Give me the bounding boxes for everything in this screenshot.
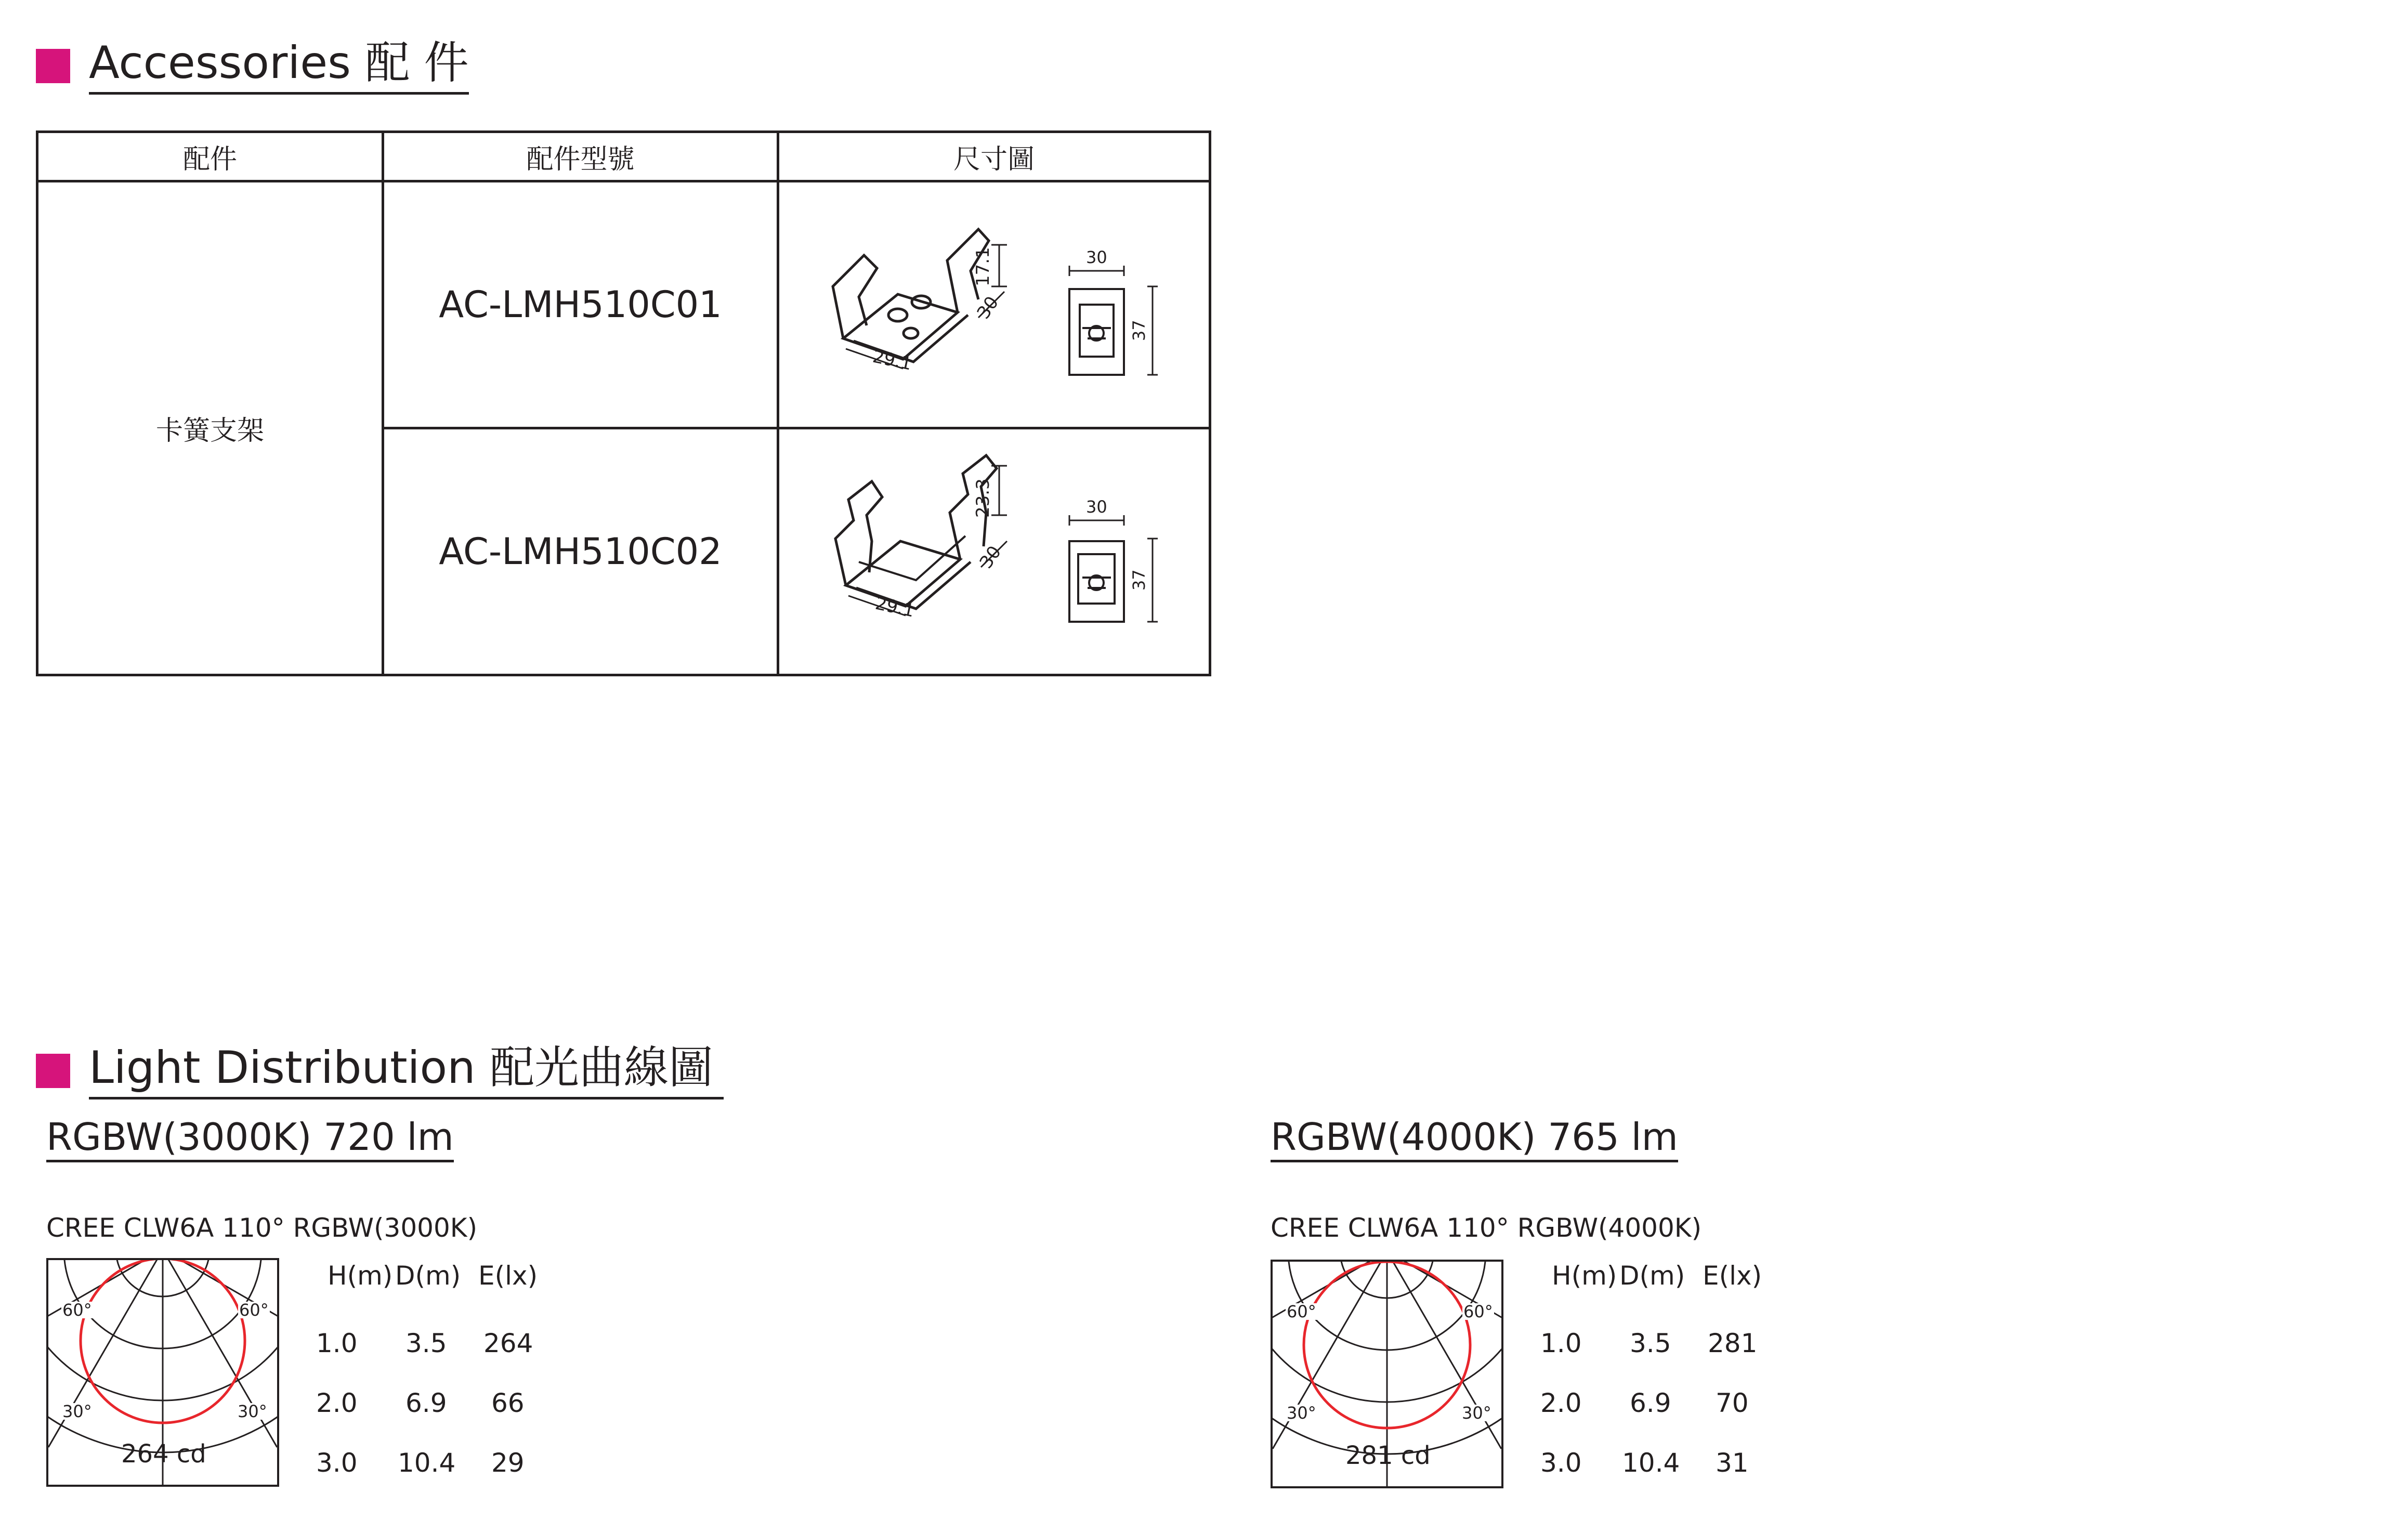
cell-h-1: 1.0 bbox=[316, 1328, 358, 1358]
angle-30-left: 30° bbox=[1287, 1403, 1316, 1423]
polar-chart-4000k bbox=[1271, 1260, 1503, 1488]
accessories-header-row bbox=[37, 132, 1210, 181]
dim-c01-length: 29.1 bbox=[871, 346, 914, 375]
angle-30-right: 30° bbox=[238, 1402, 267, 1421]
angle-60-left: 60° bbox=[62, 1300, 92, 1320]
bracket-c02-drawing bbox=[781, 429, 1207, 674]
cell-e-2: 70 bbox=[1716, 1388, 1749, 1418]
section-marker-icon bbox=[36, 49, 70, 83]
angle-60-right: 60° bbox=[1463, 1302, 1493, 1321]
col-header-e: E(lx) bbox=[478, 1261, 538, 1291]
bracket-c02-front-icon bbox=[1069, 515, 1158, 622]
polar-chart-3000k bbox=[46, 1258, 279, 1487]
cell-e-3: 29 bbox=[491, 1448, 525, 1478]
header-model: 配件型號 bbox=[383, 132, 778, 181]
cell-e-2: 66 bbox=[491, 1388, 525, 1418]
dim-c01-front-width: 30 bbox=[1086, 247, 1107, 267]
dim-c02-front-height: 37 bbox=[1129, 569, 1149, 591]
dim-c02-height: 23.3 bbox=[973, 478, 993, 518]
dim-c02-depth: 30 bbox=[975, 542, 1006, 573]
panel-3000k-caption: CREE CLW6A 110° RGBW(3000K) bbox=[46, 1213, 478, 1243]
accessories-title: Accessories 配 件 bbox=[89, 37, 469, 95]
col-header-e: E(lx) bbox=[1703, 1261, 1762, 1291]
light-distribution-heading bbox=[36, 1042, 724, 1099]
cell-h-1: 1.0 bbox=[1540, 1328, 1582, 1358]
cell-d-2: 6.9 bbox=[405, 1388, 447, 1418]
dim-c02-length: 29.1 bbox=[873, 593, 917, 622]
drawing-c02 bbox=[778, 428, 1210, 675]
dim-c01-depth: 30 bbox=[973, 292, 1003, 323]
angle-30-right: 30° bbox=[1462, 1403, 1491, 1423]
cell-d-1: 3.5 bbox=[1630, 1328, 1671, 1358]
accessory-name: 卡簧支架 bbox=[37, 181, 383, 675]
section-marker-icon bbox=[36, 1054, 70, 1088]
intensity-value-4000k: 281 cd bbox=[1345, 1441, 1431, 1470]
cell-d-2: 6.9 bbox=[1630, 1388, 1671, 1418]
angle-60-left: 60° bbox=[1287, 1302, 1316, 1321]
cell-e-1: 264 bbox=[483, 1328, 533, 1358]
intensity-value-3000k: 264 cd bbox=[121, 1439, 206, 1469]
col-header-d: D(m) bbox=[395, 1261, 461, 1291]
panel-4000k-caption: CREE CLW6A 110° RGBW(4000K) bbox=[1271, 1213, 1702, 1243]
panel-3000k-subtitle: RGBW(3000K) 720 lm bbox=[46, 1117, 454, 1162]
col-header-h: H(m) bbox=[328, 1261, 393, 1291]
model-c02: AC-LMH510C02 bbox=[383, 428, 778, 675]
bracket-c01-drawing bbox=[781, 182, 1207, 427]
drawing-c01 bbox=[778, 181, 1210, 428]
light-distribution-title: Light Distribution 配光曲線圖 bbox=[89, 1042, 724, 1099]
dim-c01-height: 17.1 bbox=[973, 247, 993, 286]
col-header-d: D(m) bbox=[1619, 1261, 1685, 1291]
dim-c02-front-width: 30 bbox=[1086, 497, 1107, 517]
cell-h-3: 3.0 bbox=[316, 1448, 358, 1478]
cell-h-2: 2.0 bbox=[1540, 1388, 1582, 1418]
header-dimension-drawing: 尺寸圖 bbox=[778, 132, 1210, 181]
angle-30-left: 30° bbox=[62, 1402, 92, 1421]
accessories-table bbox=[36, 130, 1211, 676]
model-c01: AC-LMH510C01 bbox=[383, 181, 778, 428]
cell-h-3: 3.0 bbox=[1540, 1448, 1582, 1478]
dim-c01-front-height: 37 bbox=[1129, 320, 1149, 341]
header-accessory: 配件 bbox=[37, 132, 383, 181]
cell-d-1: 3.5 bbox=[405, 1328, 447, 1358]
panel-4000k-subtitle: RGBW(4000K) 765 lm bbox=[1271, 1117, 1678, 1162]
cell-d-3: 10.4 bbox=[1622, 1448, 1680, 1478]
cell-e-1: 281 bbox=[1708, 1328, 1758, 1358]
accessory-row-1 bbox=[37, 181, 1210, 428]
angle-60-right: 60° bbox=[239, 1300, 269, 1320]
accessories-heading bbox=[36, 37, 469, 95]
cell-h-2: 2.0 bbox=[316, 1388, 358, 1418]
col-header-h: H(m) bbox=[1552, 1261, 1617, 1291]
cell-e-3: 31 bbox=[1716, 1448, 1749, 1478]
cell-d-3: 10.4 bbox=[398, 1448, 456, 1478]
